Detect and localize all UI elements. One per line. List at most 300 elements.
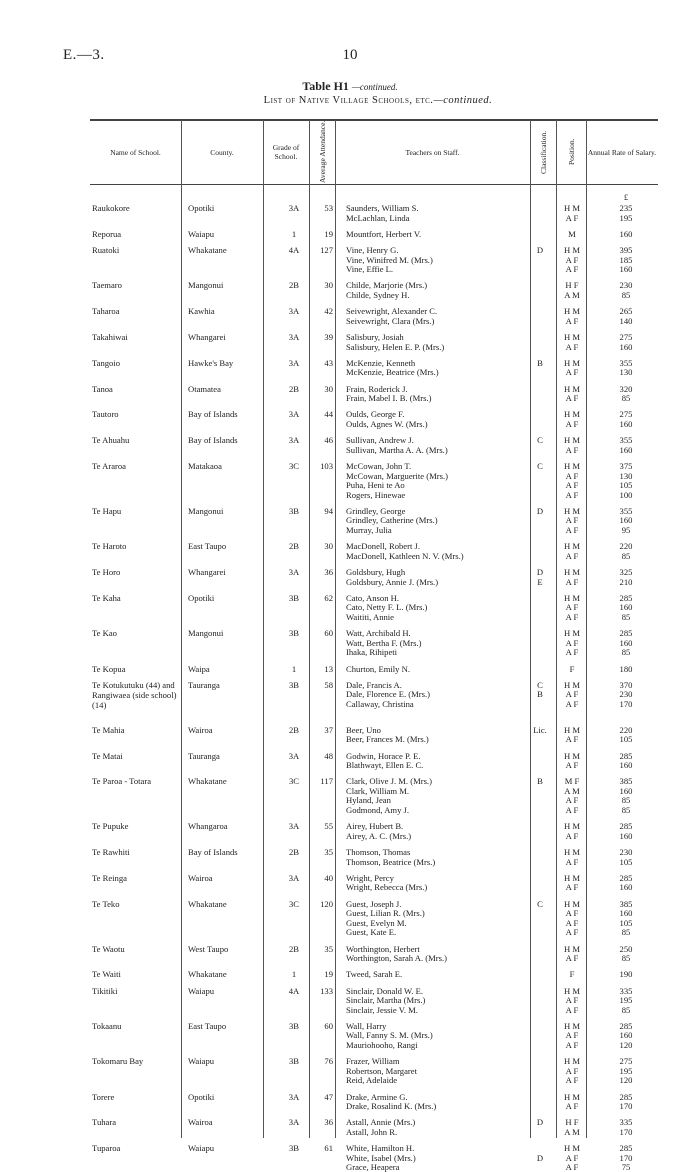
average-attendance: 60: [324, 628, 333, 639]
classification: D: [536, 567, 544, 578]
position: A F: [565, 550, 579, 561]
salary: 160: [619, 444, 633, 455]
classification: B: [537, 357, 543, 368]
average-attendance: 117: [320, 776, 333, 787]
teacher-name: Clark, Olive J. M. (Mrs.): [346, 776, 432, 787]
teacher-name: Seivewright, Alexander C.: [346, 306, 438, 317]
salary: 275: [619, 332, 633, 342]
position: M F: [564, 776, 580, 787]
position: H M: [564, 1143, 580, 1154]
school-name: Te Teko: [92, 898, 120, 909]
salary: 85: [621, 550, 631, 561]
average-attendance: 42: [324, 306, 333, 317]
school-name: Te Kopua: [92, 663, 126, 674]
salary: 105: [619, 734, 633, 745]
header-bottom-rule: [90, 184, 658, 185]
salary: 395: [619, 245, 633, 256]
position: H M: [564, 1091, 580, 1102]
average-attendance: 133: [320, 985, 333, 996]
teacher-name: McKenzie, Beatrice (Mrs.): [346, 367, 439, 378]
position: A F: [565, 1040, 579, 1050]
grade: 3A: [288, 357, 300, 368]
teacher-name: Childe, Sydney H.: [346, 289, 410, 300]
teacher-name: Cato, Netty F. L. (Mrs.): [346, 602, 428, 613]
teacher-name: Tweed, Sarah E.: [346, 969, 403, 980]
table-subtitle: [0, 95, 700, 106]
salary: 220: [619, 541, 633, 552]
position: A F: [565, 341, 579, 352]
classification: E: [537, 576, 543, 587]
teacher-name: McCowan, Marguerite (Mrs.): [346, 470, 448, 481]
position: H M: [564, 461, 580, 471]
teacher-name: Seivewright, Clara (Mrs.): [346, 315, 435, 326]
school-name: Te Kotukutuku (44) and Rangiwaea (side school) (14): [92, 679, 177, 710]
average-attendance: 53: [324, 203, 333, 213]
average-attendance: 46: [324, 435, 333, 446]
average-attendance: 62: [324, 592, 333, 603]
salary: 385: [619, 898, 633, 909]
position: A F: [565, 1101, 579, 1112]
teacher-name: Wall, Fanny S. M. (Mrs.): [346, 1030, 433, 1041]
position: H M: [564, 898, 580, 909]
salary: 85: [621, 393, 631, 404]
county: Wairoa: [188, 1117, 213, 1128]
position: H M: [564, 357, 580, 368]
county: Kawhia: [188, 306, 215, 317]
salary: 140: [619, 315, 633, 326]
school-name: Te Kao: [92, 628, 117, 639]
salary: 105: [619, 917, 633, 928]
grade: 3B: [288, 628, 300, 639]
teacher-name: Oulds, George F.: [346, 409, 405, 420]
position: A M: [564, 289, 580, 300]
position: A F: [565, 689, 579, 700]
teacher-name: Clark, William M.: [346, 785, 409, 796]
salary: 105: [619, 856, 633, 867]
average-attendance: 36: [324, 567, 333, 578]
salary: 230: [619, 847, 633, 857]
school-name: Tokaanu: [92, 1020, 122, 1031]
position: A F: [565, 1152, 579, 1163]
salary: 230: [619, 280, 633, 291]
teacher-name: Sullivan, Martha A. A. (Mrs.): [346, 444, 448, 455]
grade: 3A: [288, 435, 300, 446]
teacher-name: Ihaka, Rihipeti: [346, 647, 398, 658]
position: F: [569, 969, 575, 980]
position: A F: [565, 212, 579, 223]
grade: 3C: [288, 776, 300, 787]
position: A F: [565, 830, 579, 841]
position: A F: [565, 515, 579, 526]
teacher-name: Sinclair, Donald W. E.: [346, 985, 423, 996]
position: A F: [565, 470, 579, 481]
school-name: Tanoa: [92, 383, 113, 394]
position: F: [569, 663, 575, 674]
salary: 160: [619, 602, 633, 613]
average-attendance: 30: [324, 541, 333, 552]
salary: 355: [619, 505, 633, 516]
county: Whakatane: [188, 776, 227, 787]
county: Waiapu: [188, 1056, 215, 1067]
salary: 195: [619, 995, 633, 1006]
salary: 265: [619, 306, 633, 317]
salary: 130: [619, 367, 633, 378]
average-attendance: 127: [320, 245, 333, 256]
salary: 180: [619, 663, 633, 674]
average-attendance: 30: [324, 383, 333, 394]
salary: 160: [619, 515, 633, 526]
salary: 160: [619, 1030, 633, 1041]
teacher-name: Hyland, Jean: [346, 795, 391, 806]
column-divider: [181, 120, 182, 1138]
teacher-name: MacDonell, Kathleen N. V. (Mrs.): [346, 550, 464, 561]
position: A F: [565, 489, 579, 500]
school-name: Te Rawhiti: [92, 847, 130, 857]
teacher-name: Mountfort, Herbert V.: [346, 228, 422, 239]
salary: 370: [619, 679, 633, 690]
position: A F: [565, 1030, 579, 1041]
salary: 85: [621, 1004, 631, 1015]
position: H M: [564, 245, 580, 256]
average-attendance: 120: [320, 898, 333, 909]
position: H M: [564, 847, 580, 857]
teacher-name: Murray, Julia: [346, 525, 392, 535]
grade: 3A: [288, 1117, 300, 1128]
teacher-name: Godwin, Horace P. E.: [346, 750, 421, 761]
teacher-name: Salisbury, Josiah: [346, 332, 404, 342]
county: Otamatea: [188, 383, 221, 394]
teacher-name: Wright, Percy: [346, 872, 394, 883]
county: Bay of Islands: [188, 409, 238, 420]
position: H F: [565, 1117, 579, 1128]
school-name: Takahiwai: [92, 332, 128, 342]
teacher-name: Watt, Bertha F. (Mrs.): [346, 637, 422, 648]
salary: 285: [619, 1020, 633, 1031]
classification: Lic.: [533, 724, 547, 735]
school-name: Te Horo: [92, 567, 121, 578]
col-header-position: Position.: [567, 138, 576, 166]
position: A F: [565, 393, 579, 404]
average-attendance: 36: [324, 1117, 333, 1128]
school-name: Torere: [92, 1091, 115, 1102]
teacher-name: Wall, Harry: [346, 1020, 387, 1031]
county: Mangonui: [188, 280, 224, 291]
teacher-name: Frain, Mabel I. B. (Mrs.): [346, 393, 432, 404]
grade: 3B: [288, 592, 300, 603]
school-name: Te Pupuke: [92, 821, 129, 832]
position: A F: [565, 698, 579, 709]
position: A F: [565, 418, 579, 429]
salary: 160: [619, 830, 633, 841]
position: A F: [565, 1065, 579, 1076]
teacher-name: Goldsbury, Annie J. (Mrs.): [346, 576, 439, 587]
county: Mangonui: [188, 505, 224, 516]
school-name: Te Araroa: [92, 461, 126, 471]
grade: 1: [291, 663, 297, 674]
county: East Taupo: [188, 1020, 227, 1031]
grade: 3A: [288, 306, 300, 317]
salary: 95: [621, 525, 631, 535]
salary: 160: [619, 908, 633, 919]
grade: 3A: [288, 203, 300, 213]
position: A F: [565, 637, 579, 648]
teacher-name: Grindley, George: [346, 505, 406, 516]
position: A F: [565, 760, 579, 771]
grade: 4A: [288, 245, 300, 256]
teacher-name: Waititi, Annie: [346, 611, 394, 622]
salary: 355: [619, 357, 633, 368]
school-name: Te Matai: [92, 750, 123, 761]
teacher-name: Guest, Kate E.: [346, 927, 397, 938]
teacher-name: Cato, Anson H.: [346, 592, 399, 603]
teacher-name: Puha, Heni te Ao: [346, 480, 405, 491]
salary: 160: [619, 637, 633, 648]
position: H M: [564, 505, 580, 516]
salary: 220: [619, 724, 633, 735]
teacher-name: Watt, Archibald H.: [346, 628, 411, 639]
county: Whangarei: [188, 332, 226, 342]
average-attendance: 44: [324, 409, 333, 420]
county: Tauranga: [188, 679, 220, 690]
position: A F: [565, 795, 579, 806]
teacher-name: Guest, Evelyn M.: [346, 917, 407, 928]
school-name: Tikitiki: [92, 985, 118, 996]
teacher-name: Oulds, Agnes W. (Mrs.): [346, 418, 428, 429]
col-header-grade: Grade of School.: [272, 143, 300, 161]
average-attendance: 19: [324, 228, 333, 239]
county: Tauranga: [188, 750, 220, 761]
county: Mangonui: [188, 628, 224, 639]
position: A F: [565, 367, 579, 378]
school-name: Tuparoa: [92, 1143, 121, 1154]
grade: 3B: [288, 505, 300, 516]
col-header-salary: Annual Rate of Salary.: [587, 147, 657, 157]
salary: 375: [619, 461, 633, 471]
classification: D: [536, 245, 544, 256]
teacher-name: Airey, Hubert B.: [346, 821, 404, 832]
column-divider: [586, 120, 587, 1138]
grade: 3B: [288, 1143, 300, 1154]
teacher-name: Drake, Rosalind K. (Mrs.): [346, 1101, 437, 1112]
position: A F: [565, 856, 579, 867]
salary: 105: [619, 480, 633, 491]
school-name: Raukokore: [92, 203, 130, 213]
position: H M: [564, 985, 580, 996]
position: A M: [564, 1126, 580, 1137]
teacher-name: McCowan, John T.: [346, 461, 412, 471]
salary: 210: [619, 576, 633, 587]
position: A F: [565, 908, 579, 919]
grade: 3A: [288, 332, 300, 342]
salary: 195: [619, 212, 633, 223]
position: A F: [565, 1162, 579, 1172]
position: H M: [564, 943, 580, 954]
grade: 3A: [288, 1091, 300, 1102]
county: Opotiki: [188, 592, 215, 603]
teacher-name: Vine, Effie L.: [346, 264, 394, 275]
teacher-name: Worthington, Herbert: [346, 943, 420, 954]
salary: 160: [619, 785, 633, 796]
teacher-name: Wright, Rebecca (Mrs.): [346, 882, 428, 893]
salary: 85: [621, 611, 631, 622]
position: H M: [564, 1020, 580, 1031]
teacher-name: Sullivan, Andrew J.: [346, 435, 414, 446]
salary: 120: [619, 1040, 633, 1050]
school-name: Te Waotu: [92, 943, 125, 954]
position: A F: [565, 602, 579, 613]
position: A F: [565, 995, 579, 1006]
county: Opotiki: [188, 1091, 215, 1102]
salary: 235: [619, 203, 633, 213]
teacher-name: Beer, Uno: [346, 724, 381, 735]
average-attendance: 94: [324, 505, 333, 516]
table-subtitle-text: List of Native Village Schools, etc.: [263, 95, 434, 106]
salary: 285: [619, 872, 633, 883]
school-name: Tokomaru Bay: [92, 1056, 144, 1067]
average-attendance: 35: [324, 943, 333, 954]
salary: 285: [619, 750, 633, 761]
salary: 160: [619, 760, 633, 771]
salary: 285: [619, 1091, 633, 1102]
grade: 4A: [288, 985, 300, 996]
salary: 160: [619, 228, 633, 239]
position: A F: [565, 611, 579, 622]
county: Bay of Islands: [188, 435, 238, 446]
average-attendance: 35: [324, 847, 333, 857]
county: Opotiki: [188, 203, 215, 213]
teacher-name: Grace, Heapera: [346, 1162, 400, 1172]
position: H M: [564, 724, 580, 735]
position: A F: [565, 264, 579, 275]
county: Whakatane: [188, 245, 227, 256]
average-attendance: 76: [324, 1056, 333, 1067]
grade: 3C: [288, 461, 300, 471]
salary: 85: [621, 289, 631, 300]
salary: 355: [619, 435, 633, 446]
column-divider: [335, 120, 336, 1138]
salary: 170: [619, 698, 633, 709]
salary: 190: [619, 969, 633, 980]
school-name: Te Haroto: [92, 541, 127, 552]
position: H M: [564, 592, 580, 603]
grade: 3A: [288, 821, 300, 832]
grade: 3A: [288, 872, 300, 883]
school-name: Tangoio: [92, 357, 121, 368]
salary: 230: [619, 689, 633, 700]
average-attendance: 13: [324, 663, 333, 674]
teacher-name: White, Hamilton H.: [346, 1143, 415, 1154]
teacher-name: Thomson, Thomas: [346, 847, 411, 857]
position: A M: [564, 785, 580, 796]
average-attendance: 19: [324, 969, 333, 980]
teacher-name: Dale, Florence E. (Mrs.): [346, 689, 430, 700]
teacher-name: Robertson, Margaret: [346, 1065, 417, 1076]
teacher-name: Sinclair, Jessie V. M.: [346, 1004, 418, 1015]
teacher-name: Dale, Francis A.: [346, 679, 402, 690]
position: A F: [565, 882, 579, 893]
county: Waiapu: [188, 1143, 215, 1154]
salary: 120: [619, 1075, 633, 1086]
county: Whangarei: [188, 567, 226, 578]
school-name: Te Hapu: [92, 505, 122, 516]
salary: 160: [619, 341, 633, 352]
average-attendance: 61: [324, 1143, 333, 1154]
teacher-name: Vine, Winifred M. (Mrs.): [346, 254, 433, 265]
position: A F: [565, 953, 579, 964]
teacher-name: Astall, Annie (Mrs.): [346, 1117, 416, 1128]
average-attendance: 103: [320, 461, 333, 471]
school-name: Reporua: [92, 228, 122, 239]
position: H M: [564, 541, 580, 552]
salary-unit: £: [623, 192, 629, 202]
position: A F: [565, 917, 579, 928]
col-header-county: County.: [210, 147, 234, 157]
position: H M: [564, 409, 580, 420]
salary: 100: [619, 489, 633, 500]
classification: C: [537, 461, 543, 471]
grade: 3B: [288, 679, 300, 690]
position: H M: [564, 383, 580, 394]
classification: D: [536, 505, 544, 516]
grade: 2B: [288, 383, 300, 394]
salary: 170: [619, 1126, 633, 1137]
teacher-name: Callaway, Christina: [346, 698, 414, 709]
salary: 325: [619, 567, 633, 578]
teacher-name: Frain, Roderick J.: [346, 383, 408, 394]
teacher-name: Drake, Armine G.: [346, 1091, 408, 1102]
position: H M: [564, 435, 580, 446]
county: Bay of Islands: [188, 847, 238, 857]
page-header-left: E.—3.: [63, 47, 105, 63]
school-name: Taharoa: [92, 306, 120, 317]
county: East Taupo: [188, 541, 227, 552]
salary: 130: [619, 470, 633, 481]
teacher-name: Beer, Frances M. (Mrs.): [346, 734, 429, 745]
page-number: 10: [342, 47, 358, 63]
average-attendance: 39: [324, 332, 333, 342]
position: A F: [565, 804, 579, 815]
position: A F: [565, 647, 579, 658]
grade: 3A: [288, 409, 300, 420]
teacher-name: Blathwayt, Ellen E. C.: [346, 760, 424, 771]
teacher-name: White, Isabel (Mrs.): [346, 1152, 416, 1163]
salary: 85: [621, 795, 631, 806]
average-attendance: 55: [324, 821, 333, 832]
teacher-name: Frazer, William: [346, 1056, 400, 1067]
grade: 1: [291, 969, 297, 980]
salary: 160: [619, 882, 633, 893]
school-name: Te Kaha: [92, 592, 121, 603]
position: H M: [564, 1056, 580, 1067]
teacher-name: Worthington, Sarah A. (Mrs.): [346, 953, 447, 964]
salary: 170: [619, 1101, 633, 1112]
salary: 85: [621, 647, 631, 658]
teacher-name: McLachlan, Linda: [346, 212, 410, 223]
teacher-name: Guest, Lilian R. (Mrs.): [346, 908, 425, 919]
county: Whangaroa: [188, 821, 228, 832]
county: Waipa: [188, 663, 210, 674]
classification: B: [537, 689, 543, 700]
grade: 3B: [288, 1056, 300, 1067]
average-attendance: 58: [324, 679, 333, 690]
salary: 275: [619, 1056, 633, 1067]
average-attendance: 37: [324, 724, 333, 735]
salary: 285: [619, 821, 633, 832]
col-header-school: Name of School.: [110, 147, 161, 157]
salary: 85: [621, 953, 631, 964]
salary: 85: [621, 804, 631, 815]
school-name: Taemaro: [92, 280, 122, 291]
